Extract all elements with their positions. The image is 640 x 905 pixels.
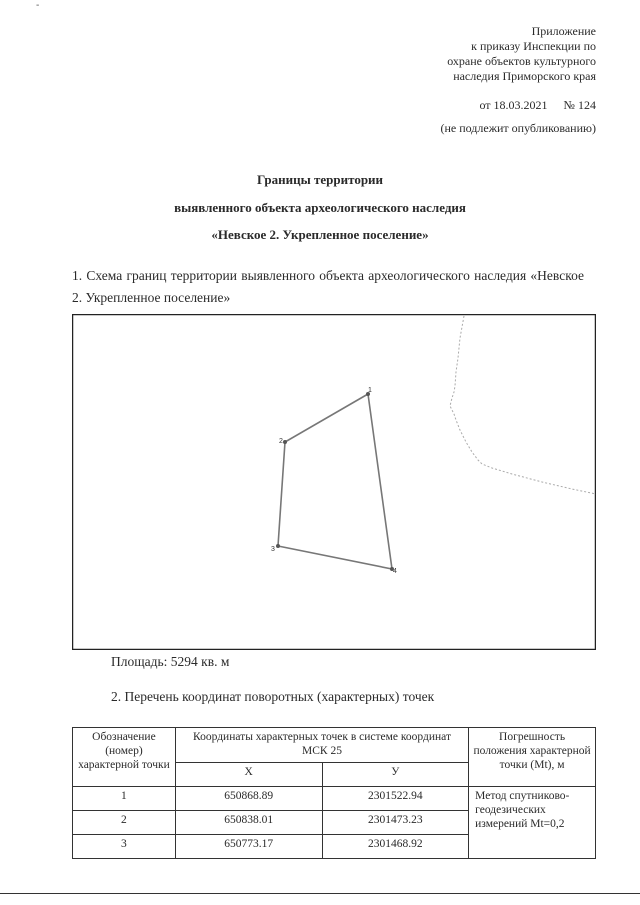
order-number: № 124 [563,98,596,112]
row-x-value: 650773.17 [175,835,322,859]
measurement-method: Метод спутниково-геодезических измерений Mt=0,2 [469,787,596,859]
header-x: X [175,763,322,787]
header-designation: Обозначение (номер) характерной точки [73,728,176,787]
point-marker-2 [283,440,287,444]
row-y-value: 2301468.92 [322,835,469,859]
document-title-line-2: выявленного объекта археологического наследия [174,200,466,215]
document-title-line-3: «Невское 2. Укрепленное поселение» [211,227,429,242]
order-date-number [479,98,596,113]
row-x-value: 650838.01 [175,811,322,835]
scheme-frame [73,315,596,650]
row-point-number: 2 [73,811,176,835]
point-label-4: 4 [393,568,397,575]
header-coordinates: Координаты характерных точек в системе координат МСК 25 [175,728,468,763]
row-y-value: 2301473.23 [322,811,469,835]
point-label-2: 2 [279,438,283,445]
page-bottom-rule [0,893,640,894]
point-marker-3 [276,544,280,548]
publication-note: (не подлежит опубликованию) [440,121,596,135]
appendix-line: Приложение [531,24,596,38]
section-2-heading: 2. Перечень координат поворотных (характерных) точек [111,689,435,704]
area-value: Площадь: 5294 кв. м [111,654,230,669]
row-y-value: 2301522.94 [322,787,469,811]
document-title-line-1: Границы территории [256,172,384,187]
row-point-number: 1 [73,787,176,811]
corner-mark: - [36,0,40,11]
coordinates-table [72,727,596,859]
order-date: от 18.03.2021 [479,98,548,112]
appendix-line: наследия Приморского края [453,69,596,83]
appendix-line: охране объектов культурного [447,54,596,68]
section-1-heading: 1. Схема границ территории выявленного объекта археологического наследия «Невское 2. Укрепленное поселение» [72,268,584,305]
table-row [73,787,596,811]
appendix-line: к приказу Инспекции по [471,39,596,53]
boundary-scheme-drawing [72,314,596,650]
point-label-3: 3 [271,546,275,553]
point-label-1: 1 [368,387,372,394]
row-x-value: 650868.89 [175,787,322,811]
boundary-scheme [72,314,596,650]
header-error: Погрешность положения характерной точки (Mt), м [469,728,596,787]
header-y: У [322,763,469,787]
row-point-number: 3 [73,835,176,859]
appendix-header [296,24,596,84]
